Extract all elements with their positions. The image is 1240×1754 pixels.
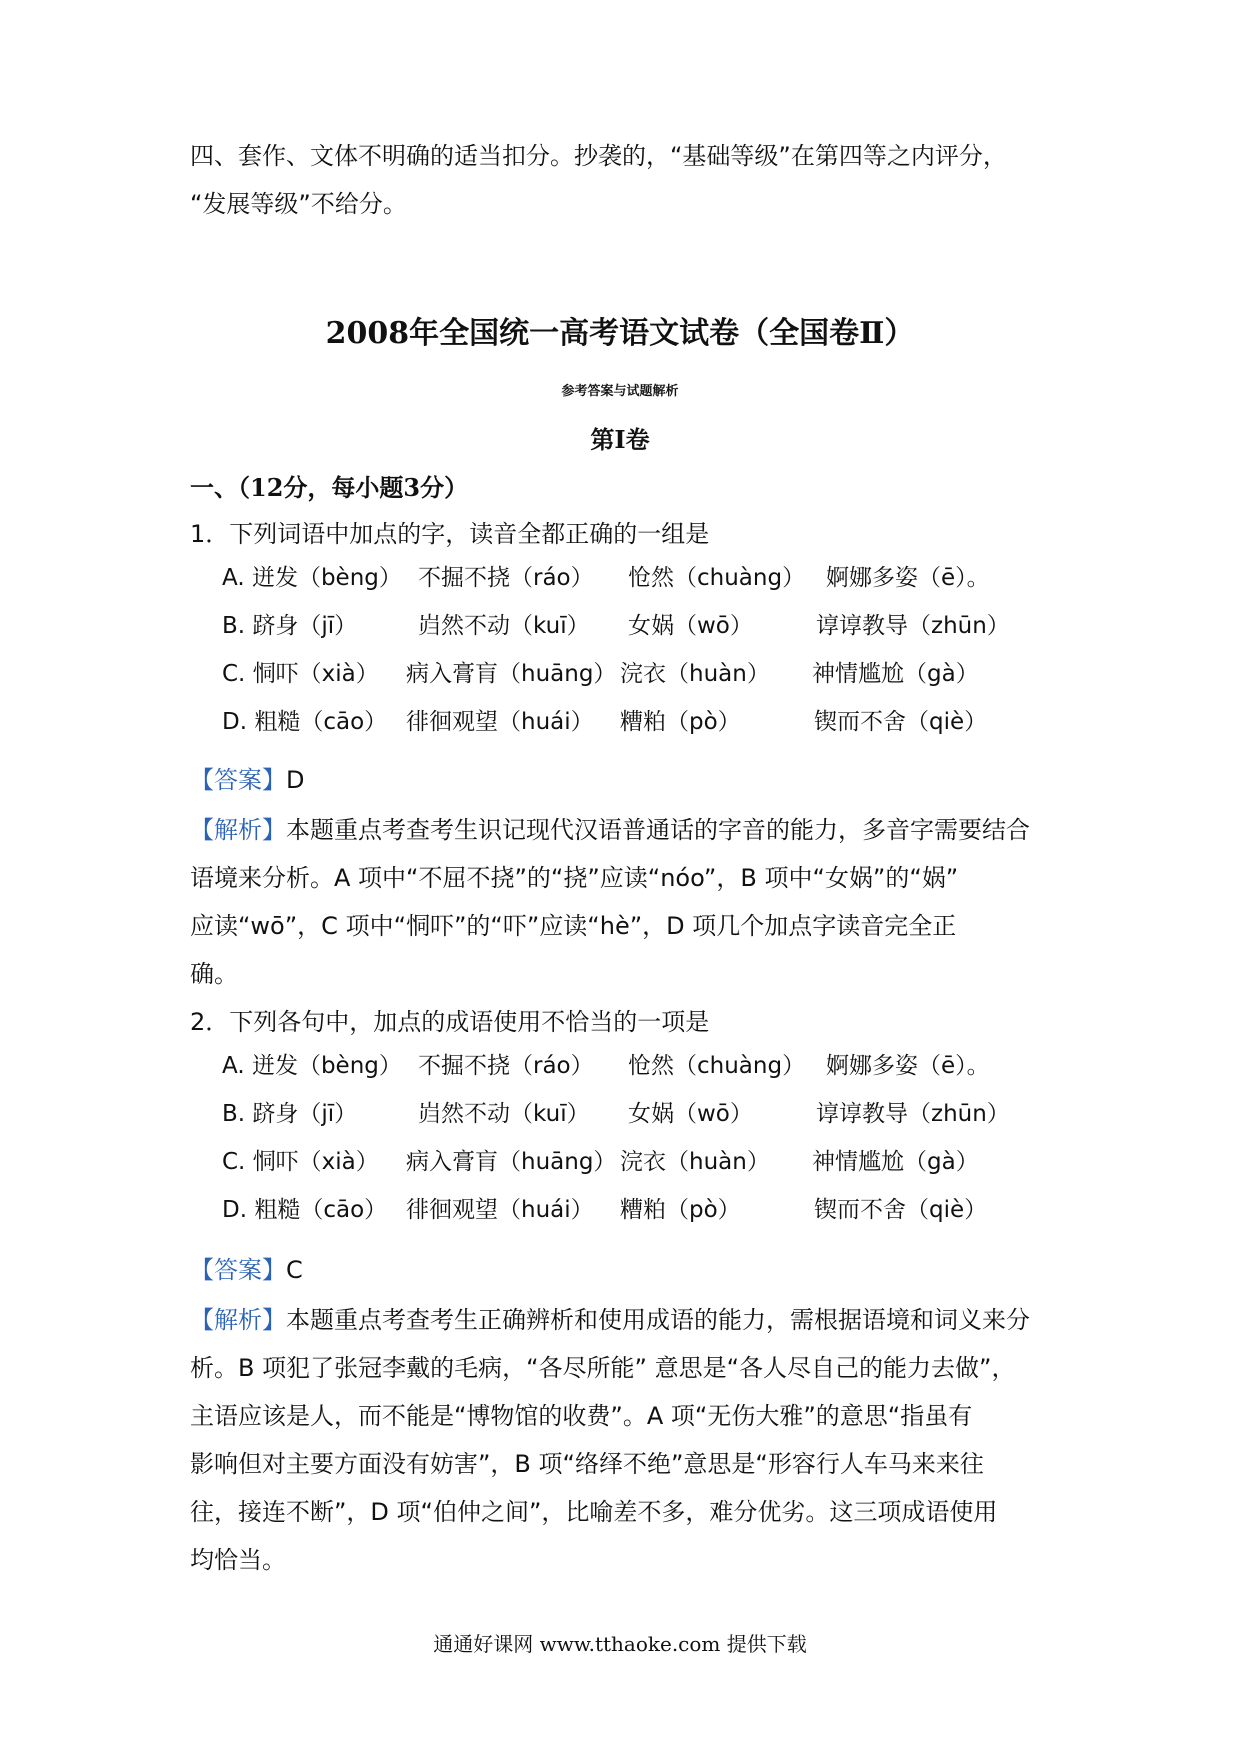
q2-analysis-line-5: 往，接连不断”，D 项“伯仲之间”，比喻差不多，难分优劣。这三项成语使用	[190, 1498, 998, 1526]
q2-analysis-line-6: 均恰当。	[190, 1546, 286, 1574]
q2-option-d-item-1: D. 粗糙（cāo）	[222, 1197, 388, 1223]
q1-analysis-tag: 【解析】	[190, 816, 286, 844]
q1-option-d-item-3: 糟粕（pò）	[620, 709, 741, 735]
q2-answer-tag: 【答案】	[190, 1256, 286, 1284]
q2-stem: 2．下列各句中，加点的成语使用不恰当的一项是	[190, 1008, 710, 1036]
q1-option-d-item-2: 徘徊观望（huái）	[406, 709, 594, 735]
q1-option-a-item-1: A. 迸发（bèng）	[222, 565, 402, 591]
q2-option-c-item-4: 神情尴尬（gà）	[812, 1149, 979, 1175]
q1-option-b-item-4: 谆谆教导（zhūn）	[816, 613, 1010, 639]
q2-analysis-tag: 【解析】	[190, 1306, 286, 1334]
q1-analysis-line-1	[190, 806, 1060, 854]
exam-subtitle: 参考答案与试题解析	[561, 384, 679, 399]
q1-analysis-text-1: 本题重点考查考生识记现代汉语普通话的字音的能力，多音字需要结合	[286, 816, 1030, 844]
q2-option-c-item-3: 浣衣（huàn）	[620, 1149, 770, 1175]
q1-option-d-item-1: D. 粗糙（cāo）	[222, 709, 388, 735]
q1-option-c-item-2: 病入膏肓（huāng）	[406, 661, 617, 687]
q2-option-d-item-2: 徘徊观望（huái）	[406, 1197, 594, 1223]
q1-option-c-item-4: 神情尴尬（gà）	[812, 661, 979, 687]
q2-option-b-item-3: 女娲（wō）	[628, 1101, 753, 1127]
q2-option-a-item-1: A. 迸发（bèng）	[222, 1053, 402, 1079]
q2-analysis-line-3: 主语应该是人，而不能是“博物馆的收费”。A 项“无伤大雅”的意思“指虽有	[190, 1402, 973, 1430]
volume-heading: 第I卷	[590, 425, 650, 454]
intro-line-1: 四、套作、文体不明确的适当扣分。抄袭的，“基础等级”在第四等之内评分，	[190, 142, 1007, 170]
q1-answer-value: D	[286, 766, 305, 794]
q2-option-d-item-3: 糟粕（pò）	[620, 1197, 741, 1223]
q2-analysis-line-2: 析。B 项犯了张冠李戴的毛病，“各尽所能” 意思是“各人尽自己的能力去做”，	[190, 1354, 1016, 1382]
q2-option-b-item-4: 谆谆教导（zhūn）	[816, 1101, 1010, 1127]
q2-analysis-text-1: 本题重点考查考生正确辨析和使用成语的能力，需根据语境和词义来分	[286, 1306, 1030, 1334]
q1-option-b-item-2: 岿然不动（kuī）	[418, 613, 590, 639]
q1-answer	[190, 756, 1060, 804]
intro-line-2: “发展等级”不给分。	[190, 190, 407, 218]
q2-option-a-item-3: 怆然（chuàng）	[628, 1053, 806, 1079]
q1-option-a-item-2: 不掘不挠（ráo）	[418, 565, 594, 591]
q1-option-b-item-1: B. 跻身（jī）	[222, 613, 358, 639]
q2-option-c-item-2: 病入膏肓（huāng）	[406, 1149, 617, 1175]
exam-title: 2008年全国统一高考语文试卷（全国卷Ⅱ）	[325, 316, 915, 351]
q1-stem: 1．下列词语中加点的字，读音全都正确的一组是	[190, 520, 710, 548]
q2-option-d-item-4: 锲而不舍（qiè）	[814, 1197, 988, 1223]
q2-answer-value: C	[286, 1256, 303, 1284]
section-heading: 一、（12分，每小题3分）	[190, 473, 469, 502]
q1-option-b-item-3: 女娲（wō）	[628, 613, 753, 639]
q2-option-a-item-2: 不掘不挠（ráo）	[418, 1053, 594, 1079]
q1-analysis-line-2: 语境来分析。A 项中“不屈不挠”的“挠”应读“nóo”，B 项中“女娲”的“娲”	[190, 864, 959, 892]
page-footer: 通通好课网 www.tthaoke.com 提供下载	[433, 1632, 807, 1656]
q2-option-b-item-2: 岿然不动（kuī）	[418, 1101, 590, 1127]
q2-option-b-item-1: B. 跻身（jī）	[222, 1101, 358, 1127]
q1-option-d-item-4: 锲而不舍（qiè）	[814, 709, 988, 735]
q2-analysis-line-1	[190, 1296, 1060, 1344]
q2-option-c-item-1: C. 恫吓（xià）	[222, 1149, 379, 1175]
q2-answer	[190, 1246, 1060, 1294]
q2-analysis-line-4: 影响但对主要方面没有妨害”，B 项“络绎不绝”意思是“形容行人车马来来往	[190, 1450, 984, 1478]
q1-option-a-item-4: 婀娜多姿（ē）。	[826, 565, 990, 591]
q1-option-c-item-1: C. 恫吓（xià）	[222, 661, 379, 687]
q1-option-c-item-3: 浣衣（huàn）	[620, 661, 770, 687]
q1-option-a-item-3: 怆然（chuàng）	[628, 565, 806, 591]
q2-option-a-item-4: 婀娜多姿（ē）。	[826, 1053, 990, 1079]
q1-analysis-line-4: 确。	[190, 960, 238, 988]
q1-analysis-line-3: 应读“wō”，C 项中“恫吓”的“吓”应读“hè”，D 项几个加点字读音完全正	[190, 912, 957, 940]
q1-answer-tag: 【答案】	[190, 766, 286, 794]
